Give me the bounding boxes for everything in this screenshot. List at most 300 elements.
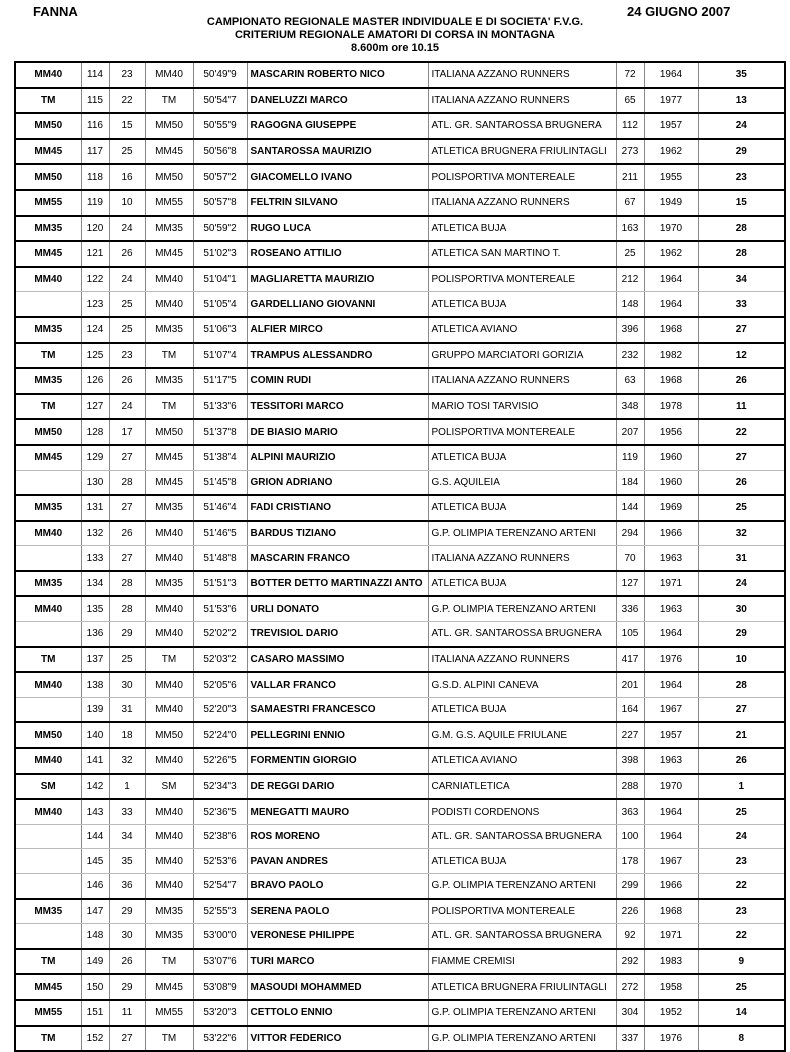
category-cell [15, 292, 81, 317]
athlete-name-cell: TRAMPUS ALESSANDRO [247, 343, 428, 369]
club-name-cell: ATLETICA BUJA [428, 495, 616, 521]
overall-position-cell: 140 [81, 722, 109, 748]
category-position-cell: 16 [109, 164, 145, 190]
birth-year-cell: 1976 [644, 1026, 698, 1052]
points-cell: 26 [698, 470, 785, 495]
finish-time-cell: 51'06"3 [193, 317, 247, 343]
athlete-name-cell: SANTAROSSA MAURIZIO [247, 139, 428, 165]
overall-position-cell: 142 [81, 774, 109, 800]
category-cell: TM [15, 394, 81, 420]
club-name-cell: CARNIATLETICA [428, 774, 616, 800]
table-row [15, 647, 785, 673]
criterium-title: CRITERIUM REGIONALE AMATORI DI CORSA IN MONTAGNA [234, 29, 555, 41]
birth-year-cell: 1964 [644, 622, 698, 647]
table-row [15, 470, 785, 495]
category-position-cell: 11 [109, 1000, 145, 1026]
category-cell [15, 697, 81, 722]
category-cell: MM45 [15, 445, 81, 470]
finish-time-cell: 53'08"9 [193, 974, 247, 1000]
table-row [15, 62, 785, 88]
finish-time-cell: 51'38"4 [193, 445, 247, 470]
overall-position-cell: 129 [81, 445, 109, 470]
category-cell [15, 924, 81, 949]
overall-position-cell: 121 [81, 241, 109, 267]
table-row [15, 521, 785, 546]
club-name-cell: G.P. OLIMPIA TERENZANO ARTENI [428, 874, 616, 899]
birth-year-cell: 1964 [644, 62, 698, 88]
finish-time-cell: 53'20"3 [193, 1000, 247, 1026]
club-name-cell: ATLETICA AVIANO [428, 748, 616, 774]
birth-year-cell: 1968 [644, 317, 698, 343]
points-cell: 12 [698, 343, 785, 369]
category-code-cell: MM35 [145, 368, 193, 394]
points-cell: 34 [698, 267, 785, 292]
category-position-cell: 15 [109, 113, 145, 139]
finish-time-cell: 51'17"5 [193, 368, 247, 394]
finish-time-cell: 52'24"0 [193, 722, 247, 748]
category-position-cell: 27 [109, 495, 145, 521]
category-code-cell: MM45 [145, 974, 193, 1000]
club-name-cell: G.S. AQUILEIA [428, 470, 616, 495]
event-date: 24 GIUGNO 2007 [627, 4, 731, 19]
bib-number-cell: 417 [616, 647, 644, 673]
category-cell [15, 470, 81, 495]
overall-position-cell: 131 [81, 495, 109, 521]
category-code-cell: MM40 [145, 62, 193, 88]
bib-number-cell: 63 [616, 368, 644, 394]
club-name-cell: GRUPPO MARCIATORI GORIZIA [428, 343, 616, 369]
category-cell: MM55 [15, 190, 81, 216]
bib-number-cell: 178 [616, 849, 644, 874]
overall-position-cell: 138 [81, 672, 109, 697]
table-row [15, 190, 785, 216]
points-cell: 26 [698, 368, 785, 394]
overall-position-cell: 127 [81, 394, 109, 420]
category-position-cell: 26 [109, 949, 145, 975]
points-cell: 25 [698, 495, 785, 521]
athlete-name-cell: CASARO MASSIMO [247, 647, 428, 673]
athlete-name-cell: ROS MORENO [247, 824, 428, 849]
bib-number-cell: 348 [616, 394, 644, 420]
birth-year-cell: 1967 [644, 849, 698, 874]
finish-time-cell: 51'46"5 [193, 521, 247, 546]
club-name-cell: ATLETICA BRUGNERA FRIULINTAGLI [428, 974, 616, 1000]
points-cell: 27 [698, 445, 785, 470]
birth-year-cell: 1966 [644, 874, 698, 899]
overall-position-cell: 120 [81, 216, 109, 242]
category-cell: MM50 [15, 113, 81, 139]
category-code-cell: TM [145, 343, 193, 369]
birth-year-cell: 1964 [644, 292, 698, 317]
table-row [15, 267, 785, 292]
results-body [15, 62, 785, 1051]
category-position-cell: 22 [109, 88, 145, 114]
birth-year-cell: 1963 [644, 546, 698, 571]
category-cell [15, 824, 81, 849]
points-cell: 14 [698, 1000, 785, 1026]
athlete-name-cell: COMIN RUDI [247, 368, 428, 394]
points-cell: 8 [698, 1026, 785, 1052]
bib-number-cell: 164 [616, 697, 644, 722]
category-code-cell: MM35 [145, 216, 193, 242]
birth-year-cell: 1970 [644, 216, 698, 242]
overall-position-cell: 126 [81, 368, 109, 394]
finish-time-cell: 52'36"5 [193, 799, 247, 824]
bib-number-cell: 65 [616, 88, 644, 114]
category-position-cell: 24 [109, 394, 145, 420]
bib-number-cell: 119 [616, 445, 644, 470]
club-name-cell: ATL. GR. SANTAROSSA BRUGNERA [428, 622, 616, 647]
category-position-cell: 33 [109, 799, 145, 824]
table-row [15, 88, 785, 114]
birth-year-cell: 1964 [644, 672, 698, 697]
birth-year-cell: 1964 [644, 799, 698, 824]
category-cell: MM50 [15, 164, 81, 190]
athlete-name-cell: VALLAR FRANCO [247, 672, 428, 697]
points-cell: 28 [698, 216, 785, 242]
category-code-cell: MM55 [145, 1000, 193, 1026]
finish-time-cell: 53'00"0 [193, 924, 247, 949]
bib-number-cell: 272 [616, 974, 644, 1000]
category-position-cell: 28 [109, 571, 145, 597]
overall-position-cell: 150 [81, 974, 109, 1000]
birth-year-cell: 1952 [644, 1000, 698, 1026]
bib-number-cell: 72 [616, 62, 644, 88]
athlete-name-cell: FELTRIN SILVANO [247, 190, 428, 216]
category-position-cell: 34 [109, 824, 145, 849]
category-code-cell: MM40 [145, 292, 193, 317]
finish-time-cell: 50'59"2 [193, 216, 247, 242]
athlete-name-cell: PELLEGRINI ENNIO [247, 722, 428, 748]
club-name-cell: G.S.D. ALPINI CANEVA [428, 672, 616, 697]
category-position-cell: 36 [109, 874, 145, 899]
birth-year-cell: 1982 [644, 343, 698, 369]
athlete-name-cell: TESSITORI MARCO [247, 394, 428, 420]
points-cell: 28 [698, 241, 785, 267]
athlete-name-cell: FADI CRISTIANO [247, 495, 428, 521]
points-cell: 29 [698, 622, 785, 647]
club-name-cell: G.P. OLIMPIA TERENZANO ARTENI [428, 521, 616, 546]
overall-position-cell: 139 [81, 697, 109, 722]
athlete-name-cell: GARDELLIANO GIOVANNI [247, 292, 428, 317]
table-row [15, 622, 785, 647]
table-row [15, 924, 785, 949]
category-code-cell: MM40 [145, 874, 193, 899]
points-cell: 27 [698, 317, 785, 343]
overall-position-cell: 119 [81, 190, 109, 216]
bib-number-cell: 226 [616, 899, 644, 924]
table-row [15, 874, 785, 899]
category-code-cell: MM40 [145, 748, 193, 774]
athlete-name-cell: ALPINI MAURIZIO [247, 445, 428, 470]
points-cell: 24 [698, 113, 785, 139]
table-row [15, 317, 785, 343]
category-cell: TM [15, 949, 81, 975]
birth-year-cell: 1962 [644, 139, 698, 165]
bib-number-cell: 336 [616, 596, 644, 621]
club-name-cell: POLISPORTIVA MONTEREALE [428, 164, 616, 190]
birth-year-cell: 1963 [644, 596, 698, 621]
club-name-cell: ITALIANA AZZANO RUNNERS [428, 647, 616, 673]
category-code-cell: TM [145, 949, 193, 975]
overall-position-cell: 136 [81, 622, 109, 647]
club-name-cell: ATLETICA BUJA [428, 697, 616, 722]
overall-position-cell: 114 [81, 62, 109, 88]
overall-position-cell: 144 [81, 824, 109, 849]
table-row [15, 722, 785, 748]
category-code-cell: MM50 [145, 419, 193, 445]
finish-time-cell: 52'26"5 [193, 748, 247, 774]
birth-year-cell: 1978 [644, 394, 698, 420]
overall-position-cell: 134 [81, 571, 109, 597]
race-distance-time: 8.600m ore 10.15 [350, 42, 440, 54]
category-code-cell: MM40 [145, 622, 193, 647]
overall-position-cell: 125 [81, 343, 109, 369]
athlete-name-cell: VERONESE PHILIPPE [247, 924, 428, 949]
bib-number-cell: 92 [616, 924, 644, 949]
category-cell: MM45 [15, 241, 81, 267]
table-row [15, 799, 785, 824]
club-name-cell: ATLETICA BUJA [428, 216, 616, 242]
points-cell: 15 [698, 190, 785, 216]
points-cell: 22 [698, 419, 785, 445]
table-row [15, 241, 785, 267]
finish-time-cell: 52'03"2 [193, 647, 247, 673]
championship-title: CAMPIONATO REGIONALE MASTER INDIVIDUALE E DI SOCIETA' F.V.G. [206, 16, 584, 28]
finish-time-cell: 52'54"7 [193, 874, 247, 899]
club-name-cell: ATLETICA BUJA [428, 571, 616, 597]
birth-year-cell: 1956 [644, 419, 698, 445]
athlete-name-cell: GRION ADRIANO [247, 470, 428, 495]
bib-number-cell: 227 [616, 722, 644, 748]
athlete-name-cell: GIACOMELLO IVANO [247, 164, 428, 190]
bib-number-cell: 396 [616, 317, 644, 343]
points-cell: 35 [698, 62, 785, 88]
birth-year-cell: 1977 [644, 88, 698, 114]
athlete-name-cell: VITTOR FEDERICO [247, 1026, 428, 1052]
bib-number-cell: 398 [616, 748, 644, 774]
bib-number-cell: 100 [616, 824, 644, 849]
category-cell: SM [15, 774, 81, 800]
points-cell: 31 [698, 546, 785, 571]
club-name-cell: POLISPORTIVA MONTEREALE [428, 899, 616, 924]
table-row [15, 495, 785, 521]
table-row [15, 368, 785, 394]
category-cell: MM40 [15, 596, 81, 621]
overall-position-cell: 128 [81, 419, 109, 445]
overall-position-cell: 132 [81, 521, 109, 546]
athlete-name-cell: SERENA PAOLO [247, 899, 428, 924]
category-code-cell: MM40 [145, 521, 193, 546]
club-name-cell: G.P. OLIMPIA TERENZANO ARTENI [428, 596, 616, 621]
points-cell: 29 [698, 139, 785, 165]
birth-year-cell: 1971 [644, 571, 698, 597]
bib-number-cell: 144 [616, 495, 644, 521]
finish-time-cell: 52'38"6 [193, 824, 247, 849]
birth-year-cell: 1957 [644, 722, 698, 748]
category-cell: MM35 [15, 571, 81, 597]
category-code-cell: MM35 [145, 495, 193, 521]
birth-year-cell: 1964 [644, 267, 698, 292]
category-code-cell: MM40 [145, 799, 193, 824]
category-position-cell: 24 [109, 267, 145, 292]
bib-number-cell: 70 [616, 546, 644, 571]
finish-time-cell: 53'22"6 [193, 1026, 247, 1052]
athlete-name-cell: DE REGGI DARIO [247, 774, 428, 800]
category-code-cell: MM45 [145, 241, 193, 267]
finish-time-cell: 50'56"8 [193, 139, 247, 165]
finish-time-cell: 51'45"8 [193, 470, 247, 495]
points-cell: 24 [698, 824, 785, 849]
bib-number-cell: 294 [616, 521, 644, 546]
points-cell: 22 [698, 874, 785, 899]
table-row [15, 1026, 785, 1052]
overall-position-cell: 152 [81, 1026, 109, 1052]
birth-year-cell: 1968 [644, 368, 698, 394]
category-position-cell: 31 [109, 697, 145, 722]
category-position-cell: 23 [109, 62, 145, 88]
points-cell: 25 [698, 799, 785, 824]
birth-year-cell: 1967 [644, 697, 698, 722]
finish-time-cell: 51'53"6 [193, 596, 247, 621]
bib-number-cell: 163 [616, 216, 644, 242]
points-cell: 28 [698, 672, 785, 697]
location-label: FANNA [33, 4, 78, 19]
birth-year-cell: 1970 [644, 774, 698, 800]
table-row [15, 445, 785, 470]
table-row [15, 216, 785, 242]
category-code-cell: MM55 [145, 190, 193, 216]
birth-year-cell: 1962 [644, 241, 698, 267]
athlete-name-cell: SAMAESTRI FRANCESCO [247, 697, 428, 722]
birth-year-cell: 1971 [644, 924, 698, 949]
athlete-name-cell: FORMENTIN GIORGIO [247, 748, 428, 774]
finish-time-cell: 51'04"1 [193, 267, 247, 292]
table-row [15, 974, 785, 1000]
finish-time-cell: 52'34"3 [193, 774, 247, 800]
category-cell: MM35 [15, 368, 81, 394]
category-position-cell: 32 [109, 748, 145, 774]
category-position-cell: 18 [109, 722, 145, 748]
overall-position-cell: 117 [81, 139, 109, 165]
category-position-cell: 17 [109, 419, 145, 445]
points-cell: 33 [698, 292, 785, 317]
table-row [15, 419, 785, 445]
birth-year-cell: 1960 [644, 470, 698, 495]
category-cell: MM50 [15, 419, 81, 445]
finish-time-cell: 50'54"7 [193, 88, 247, 114]
category-position-cell: 25 [109, 647, 145, 673]
athlete-name-cell: DANELUZZI MARCO [247, 88, 428, 114]
finish-time-cell: 52'02"2 [193, 622, 247, 647]
table-row [15, 899, 785, 924]
overall-position-cell: 118 [81, 164, 109, 190]
category-cell: MM55 [15, 1000, 81, 1026]
category-cell: MM40 [15, 748, 81, 774]
finish-time-cell: 51'33"6 [193, 394, 247, 420]
category-code-cell: MM40 [145, 697, 193, 722]
points-cell: 30 [698, 596, 785, 621]
bib-number-cell: 292 [616, 949, 644, 975]
athlete-name-cell: MENEGATTI MAURO [247, 799, 428, 824]
athlete-name-cell: RUGO LUCA [247, 216, 428, 242]
overall-position-cell: 146 [81, 874, 109, 899]
bib-number-cell: 273 [616, 139, 644, 165]
club-name-cell: ATLETICA BUJA [428, 445, 616, 470]
finish-time-cell: 52'53"6 [193, 849, 247, 874]
athlete-name-cell: MASCARIN ROBERTO NICO [247, 62, 428, 88]
points-cell: 32 [698, 521, 785, 546]
athlete-name-cell: MAGLIARETTA MAURIZIO [247, 267, 428, 292]
table-row [15, 292, 785, 317]
category-code-cell: MM45 [145, 470, 193, 495]
finish-time-cell: 51'46"4 [193, 495, 247, 521]
club-name-cell: ATLETICA BUJA [428, 849, 616, 874]
athlete-name-cell: PAVAN ANDRES [247, 849, 428, 874]
bib-number-cell: 25 [616, 241, 644, 267]
finish-time-cell: 51'48"8 [193, 546, 247, 571]
category-code-cell: MM40 [145, 546, 193, 571]
birth-year-cell: 1955 [644, 164, 698, 190]
category-position-cell: 27 [109, 445, 145, 470]
birth-year-cell: 1957 [644, 113, 698, 139]
club-name-cell: ATLETICA BRUGNERA FRIULINTAGLI [428, 139, 616, 165]
category-code-cell: MM40 [145, 672, 193, 697]
finish-time-cell: 53'07"6 [193, 949, 247, 975]
table-row [15, 849, 785, 874]
category-code-cell: TM [145, 394, 193, 420]
bib-number-cell: 304 [616, 1000, 644, 1026]
club-name-cell: FIAMME CREMISI [428, 949, 616, 975]
category-cell [15, 622, 81, 647]
category-cell: TM [15, 1026, 81, 1052]
club-name-cell: ITALIANA AZZANO RUNNERS [428, 368, 616, 394]
club-name-cell: ATLETICA BUJA [428, 292, 616, 317]
points-cell: 24 [698, 571, 785, 597]
athlete-name-cell: DE BIASIO MARIO [247, 419, 428, 445]
finish-time-cell: 50'49"9 [193, 62, 247, 88]
category-code-cell: MM50 [145, 113, 193, 139]
points-cell: 10 [698, 647, 785, 673]
category-cell: MM50 [15, 722, 81, 748]
bib-number-cell: 67 [616, 190, 644, 216]
category-code-cell: TM [145, 647, 193, 673]
category-position-cell: 30 [109, 672, 145, 697]
bib-number-cell: 105 [616, 622, 644, 647]
table-row [15, 824, 785, 849]
athlete-name-cell: ROSEANO ATTILIO [247, 241, 428, 267]
points-cell: 22 [698, 924, 785, 949]
overall-position-cell: 115 [81, 88, 109, 114]
club-name-cell: G.P. OLIMPIA TERENZANO ARTENI [428, 1026, 616, 1052]
table-row [15, 596, 785, 621]
category-cell [15, 849, 81, 874]
athlete-name-cell: URLI DONATO [247, 596, 428, 621]
category-code-cell: MM40 [145, 849, 193, 874]
bib-number-cell: 363 [616, 799, 644, 824]
category-position-cell: 24 [109, 216, 145, 242]
athlete-name-cell: RAGOGNA GIUSEPPE [247, 113, 428, 139]
club-name-cell: ATL. GR. SANTAROSSA BRUGNERA [428, 824, 616, 849]
points-cell: 23 [698, 899, 785, 924]
overall-position-cell: 151 [81, 1000, 109, 1026]
overall-position-cell: 145 [81, 849, 109, 874]
club-name-cell: ATL. GR. SANTAROSSA BRUGNERA [428, 924, 616, 949]
birth-year-cell: 1949 [644, 190, 698, 216]
category-code-cell: MM35 [145, 571, 193, 597]
finish-time-cell: 50'55"9 [193, 113, 247, 139]
finish-time-cell: 50'57"2 [193, 164, 247, 190]
